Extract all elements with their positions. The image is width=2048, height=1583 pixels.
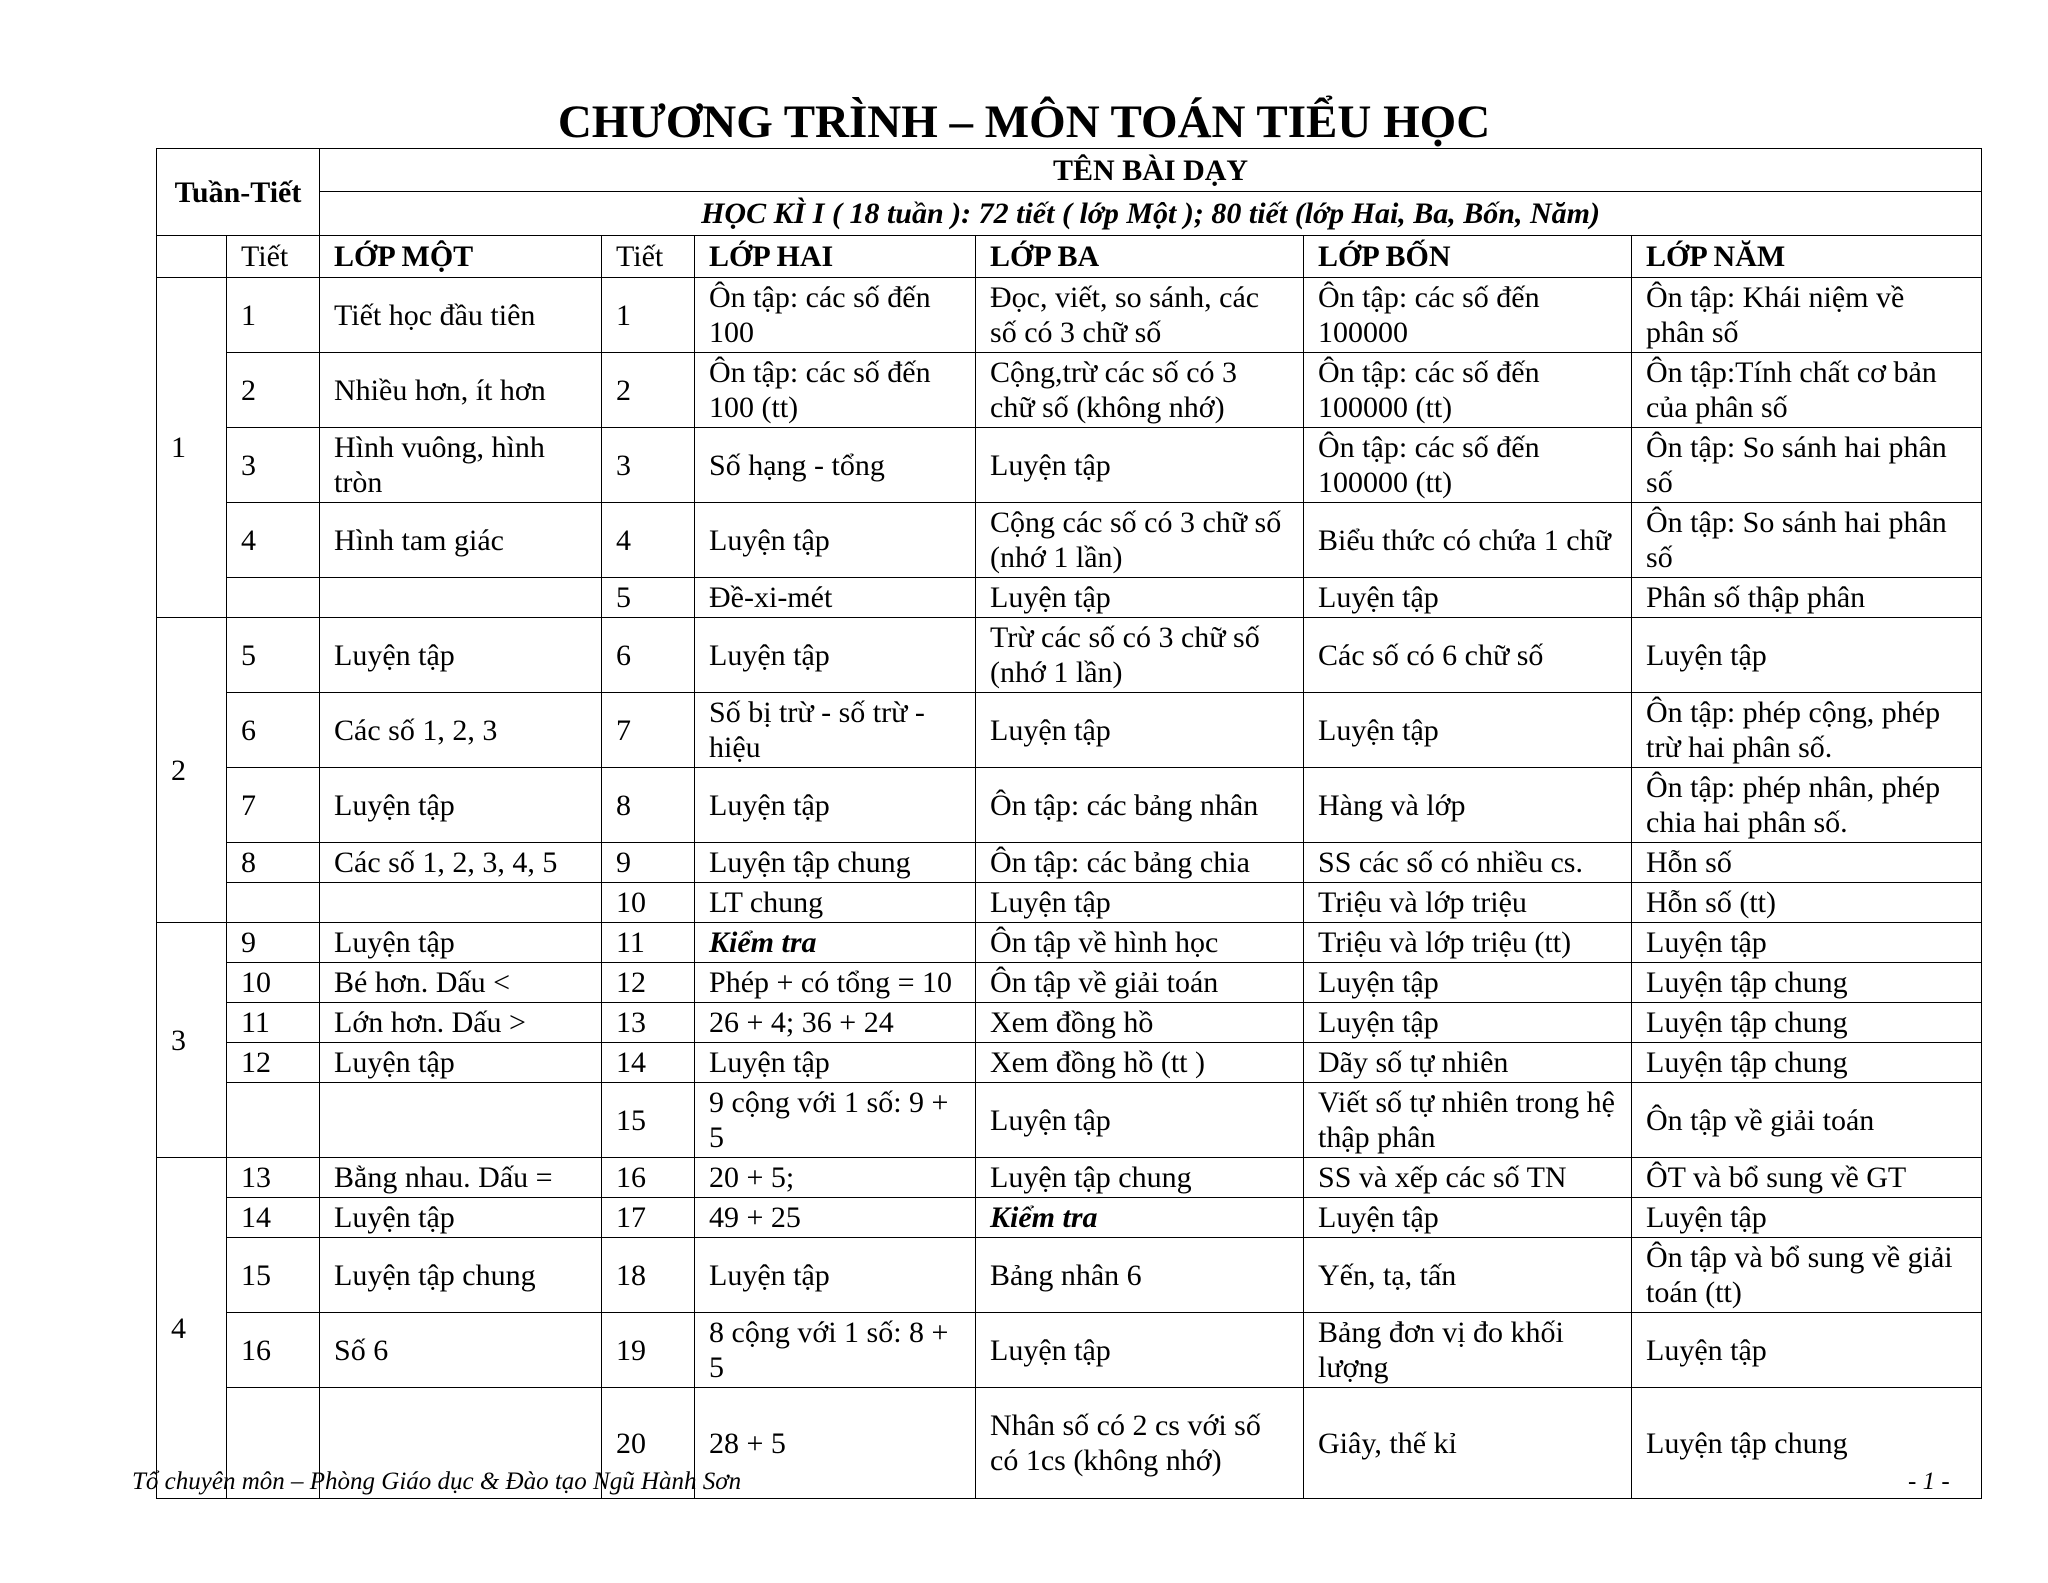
lesson-title-grade-5: Hỗn số (tt) — [1632, 883, 1982, 923]
lesson-title-grade-1: Tiết học đầu tiên — [320, 278, 602, 353]
table-row — [157, 843, 1982, 883]
table-row — [157, 278, 1982, 353]
lesson-title-grade-1: Luyện tập — [320, 923, 602, 963]
table-row — [157, 1083, 1982, 1158]
lesson-title-grade-4: Biểu thức có chứa 1 chữ — [1304, 503, 1632, 578]
lesson-number-grade-1: 2 — [227, 353, 320, 428]
lesson-number-grade-1: 11 — [227, 1003, 320, 1043]
lesson-title-grade-1: Hình tam giác — [320, 503, 602, 578]
document-title: CHƯƠNG TRÌNH – MÔN TOÁN TIỂU HỌC — [557, 96, 1491, 148]
lesson-title-grade-3: Xem đồng hồ (tt ) — [976, 1043, 1304, 1083]
lesson-number-grade-1: 3 — [227, 428, 320, 503]
lesson-number-grade-1: 9 — [227, 923, 320, 963]
lesson-title-grade-1: Các số 1, 2, 3, 4, 5 — [320, 843, 602, 883]
lesson-title-grade-4: Luyện tập — [1304, 1003, 1632, 1043]
lesson-number-grade-2: 18 — [602, 1238, 695, 1313]
lesson-title-grade-5: Luyện tập — [1632, 1313, 1982, 1388]
header-blank — [157, 236, 227, 278]
header-tiet-2: Tiết — [602, 236, 695, 278]
lesson-number-grade-2: 5 — [602, 578, 695, 618]
lesson-title-grade-2: 26 + 4; 36 + 24 — [695, 1003, 976, 1043]
header-grade-3: LỚP BA — [976, 236, 1304, 278]
lesson-number-grade-2: 10 — [602, 883, 695, 923]
lesson-title-grade-2: Luyện tập chung — [695, 843, 976, 883]
lesson-title-grade-4: Ôn tập: các số đến 100000 (tt) — [1304, 353, 1632, 428]
lesson-number-grade-1: 5 — [227, 618, 320, 693]
lesson-title-grade-1: Bằng nhau. Dấu = — [320, 1158, 602, 1198]
lesson-number-grade-2: 13 — [602, 1003, 695, 1043]
lesson-title-grade-5: ÔT và bổ sung về GT — [1632, 1158, 1982, 1198]
lesson-title-grade-5: Ôn tập: So sánh hai phân số — [1632, 428, 1982, 503]
lesson-title-grade-5: Ôn tập về giải toán — [1632, 1083, 1982, 1158]
lesson-title-grade-5: Phân số thập phân — [1632, 578, 1982, 618]
lesson-title-grade-5: Luyện tập — [1632, 618, 1982, 693]
table-row — [157, 578, 1982, 618]
header-grade-1: LỚP MỘT — [320, 236, 602, 278]
lesson-number-grade-2: 20 — [602, 1388, 695, 1499]
lesson-title-grade-3: Kiểm tra — [976, 1198, 1304, 1238]
lesson-title-grade-2: 28 + 5 — [695, 1388, 976, 1499]
lesson-title-grade-1: Hình vuông, hình tròn — [320, 428, 602, 503]
lesson-number-grade-1: 7 — [227, 768, 320, 843]
table-row — [157, 693, 1982, 768]
lesson-number-grade-1: 14 — [227, 1198, 320, 1238]
table-row — [157, 503, 1982, 578]
header-tiet-1: Tiết — [227, 236, 320, 278]
lesson-title-grade-1: Luyện tập — [320, 1198, 602, 1238]
week-number: 2 — [157, 618, 227, 923]
lesson-number-grade-2: 8 — [602, 768, 695, 843]
lesson-title-grade-3: Ôn tập: các bảng nhân — [976, 768, 1304, 843]
week-number: 3 — [157, 923, 227, 1158]
table-row — [157, 353, 1982, 428]
lesson-title-grade-4: SS các số có nhiều cs. — [1304, 843, 1632, 883]
lesson-number-grade-2: 9 — [602, 843, 695, 883]
lesson-title-grade-2: 49 + 25 — [695, 1198, 976, 1238]
lesson-title-grade-3: Ôn tập về giải toán — [976, 963, 1304, 1003]
lesson-title-grade-5: Hỗn số — [1632, 843, 1982, 883]
table-row — [157, 1003, 1982, 1043]
lesson-title-grade-2: Đề-xi-mét — [695, 578, 976, 618]
lesson-title-grade-5: Luyện tập — [1632, 923, 1982, 963]
header-grade-5: LỚP NĂM — [1632, 236, 1982, 278]
lesson-title-grade-2: 9 cộng với 1 số: 9 + 5 — [695, 1083, 976, 1158]
lesson-number-grade-1: 16 — [227, 1313, 320, 1388]
lesson-title-grade-2: Ôn tập: các số đến 100 — [695, 278, 976, 353]
lesson-number-grade-2: 19 — [602, 1313, 695, 1388]
lesson-title-grade-4: Bảng đơn vị đo khối lượng — [1304, 1313, 1632, 1388]
week-number: 1 — [157, 278, 227, 618]
lesson-title-grade-2: Ôn tập: các số đến 100 (tt) — [695, 353, 976, 428]
lesson-number-grade-1: 10 — [227, 963, 320, 1003]
header-grade-2: LỚP HAI — [695, 236, 976, 278]
lesson-title-grade-2: Số hạng - tổng — [695, 428, 976, 503]
lesson-number-grade-1 — [227, 1083, 320, 1158]
lesson-title-grade-3: Luyện tập — [976, 578, 1304, 618]
lesson-title-grade-1 — [320, 578, 602, 618]
lesson-title-grade-4: Hàng và lớp — [1304, 768, 1632, 843]
lesson-title-grade-1: Bé hơn. Dấu < — [320, 963, 602, 1003]
lesson-title-grade-1: Nhiều hơn, ít hơn — [320, 353, 602, 428]
lesson-number-grade-2: 17 — [602, 1198, 695, 1238]
lesson-number-grade-2: 4 — [602, 503, 695, 578]
lesson-title-grade-4: Viết số tự nhiên trong hệ thập phân — [1304, 1083, 1632, 1158]
lesson-title-grade-2: LT chung — [695, 883, 976, 923]
lesson-number-grade-1: 4 — [227, 503, 320, 578]
lesson-number-grade-2: 16 — [602, 1158, 695, 1198]
lesson-number-grade-2: 15 — [602, 1083, 695, 1158]
lesson-title-grade-2: Luyện tập — [695, 1043, 976, 1083]
lesson-number-grade-2: 12 — [602, 963, 695, 1003]
lesson-number-grade-1: 8 — [227, 843, 320, 883]
lesson-number-grade-1: 6 — [227, 693, 320, 768]
table-row — [157, 428, 1982, 503]
lesson-title-grade-3: Luyện tập — [976, 693, 1304, 768]
lesson-title-grade-5: Ôn tập:Tính chất cơ bản của phân số — [1632, 353, 1982, 428]
lesson-number-grade-1 — [227, 883, 320, 923]
lesson-number-grade-2: 3 — [602, 428, 695, 503]
lesson-title-grade-3: Đọc, viết, so sánh, các số có 3 chữ số — [976, 278, 1304, 353]
lesson-title-grade-3: Luyện tập — [976, 428, 1304, 503]
lesson-title-grade-4: Luyện tập — [1304, 693, 1632, 768]
lesson-number-grade-1 — [227, 578, 320, 618]
lesson-title-grade-5: Luyện tập chung — [1632, 1043, 1982, 1083]
lesson-title-grade-5: Luyện tập — [1632, 1198, 1982, 1238]
table-row — [157, 618, 1982, 693]
lesson-title-grade-4: SS và xếp các số TN — [1304, 1158, 1632, 1198]
lesson-title-grade-3: Nhân số có 2 cs với số có 1cs (không nhớ) — [976, 1388, 1304, 1499]
lesson-title-grade-5: Ôn tập: phép nhân, phép chia hai phân số. — [1632, 768, 1982, 843]
lesson-title-grade-3: Luyện tập — [976, 883, 1304, 923]
lesson-title-grade-3: Ôn tập về hình học — [976, 923, 1304, 963]
lesson-title-grade-1: Lớn hơn. Dấu > — [320, 1003, 602, 1043]
lesson-title-grade-5: Ôn tập: Khái niệm về phân số — [1632, 278, 1982, 353]
lesson-title-grade-3: Ôn tập: các bảng chia — [976, 843, 1304, 883]
lesson-title-grade-4: Dãy số tự nhiên — [1304, 1043, 1632, 1083]
lesson-title-grade-4: Triệu và lớp triệu (tt) — [1304, 923, 1632, 963]
lesson-title-grade-4: Các số có 6 chữ số — [1304, 618, 1632, 693]
footer-organization: Tổ chuyên môn – Phòng Giáo dục & Đào tạo Ngũ Hành Sơn — [132, 1468, 742, 1495]
lesson-title-grade-1: Luyện tập — [320, 768, 602, 843]
curriculum-table — [156, 148, 1982, 1499]
table-row — [157, 1313, 1982, 1388]
header-week-lesson: Tuần-Tiết — [157, 149, 320, 236]
table-row — [157, 883, 1982, 923]
table-row — [157, 923, 1982, 963]
lesson-title-grade-2: Kiểm tra — [695, 923, 976, 963]
lesson-title-grade-1: Luyện tập chung — [320, 1238, 602, 1313]
lesson-title-grade-2: Luyện tập — [695, 1238, 976, 1313]
lesson-number-grade-2: 1 — [602, 278, 695, 353]
lesson-title-grade-3: Trừ các số có 3 chữ số (nhớ 1 lần) — [976, 618, 1304, 693]
lesson-number-grade-2: 7 — [602, 693, 695, 768]
lesson-title-grade-4: Yến, tạ, tấn — [1304, 1238, 1632, 1313]
lesson-number-grade-2: 11 — [602, 923, 695, 963]
lesson-title-grade-4: Luyện tập — [1304, 963, 1632, 1003]
lesson-title-grade-5: Luyện tập chung — [1632, 1388, 1982, 1499]
lesson-title-grade-1: Các số 1, 2, 3 — [320, 693, 602, 768]
table-row — [157, 1158, 1982, 1198]
lesson-title-grade-4: Luyện tập — [1304, 1198, 1632, 1238]
lesson-title-grade-1 — [320, 883, 602, 923]
lesson-title-grade-2: Luyện tập — [695, 768, 976, 843]
lesson-title-grade-2: Luyện tập — [695, 503, 976, 578]
lesson-title-grade-4: Ôn tập: các số đến 100000 — [1304, 278, 1632, 353]
footer-page-number: - 1 - — [1908, 1468, 1950, 1495]
lesson-number-grade-1: 12 — [227, 1043, 320, 1083]
header-lesson-title: TÊN BÀI DẠY — [320, 149, 1982, 192]
lesson-title-grade-3: Bảng nhân 6 — [976, 1238, 1304, 1313]
table-row — [157, 768, 1982, 843]
lesson-title-grade-2: 20 + 5; — [695, 1158, 976, 1198]
lesson-title-grade-3: Luyện tập — [976, 1083, 1304, 1158]
lesson-title-grade-1: Luyện tập — [320, 1043, 602, 1083]
lesson-title-grade-3: Luyện tập chung — [976, 1158, 1304, 1198]
lesson-title-grade-4: Ôn tập: các số đến 100000 (tt) — [1304, 428, 1632, 503]
lesson-number-grade-2: 6 — [602, 618, 695, 693]
lesson-number-grade-1: 1 — [227, 278, 320, 353]
table-row — [157, 1198, 1982, 1238]
lesson-title-grade-5: Luyện tập chung — [1632, 963, 1982, 1003]
header-grade-4: LỚP BỐN — [1304, 236, 1632, 278]
lesson-title-grade-2: Số bị trừ - số trừ - hiệu — [695, 693, 976, 768]
lesson-number-grade-2: 14 — [602, 1043, 695, 1083]
lesson-title-grade-4: Triệu và lớp triệu — [1304, 883, 1632, 923]
lesson-number-grade-2: 2 — [602, 353, 695, 428]
week-number: 4 — [157, 1158, 227, 1499]
lesson-title-grade-2: 8 cộng với 1 số: 8 + 5 — [695, 1313, 976, 1388]
lesson-title-grade-5: Luyện tập chung — [1632, 1003, 1982, 1043]
table-row — [157, 963, 1982, 1003]
lesson-number-grade-1: 13 — [227, 1158, 320, 1198]
lesson-title-grade-1: Số 6 — [320, 1313, 602, 1388]
lesson-title-grade-1: Luyện tập — [320, 618, 602, 693]
lesson-title-grade-3: Cộng,trừ các số có 3 chữ số (không nhớ) — [976, 353, 1304, 428]
lesson-title-grade-1 — [320, 1083, 602, 1158]
lesson-title-grade-5: Ôn tập và bổ sung về giải toán (tt) — [1632, 1238, 1982, 1313]
lesson-title-grade-3: Xem đồng hồ — [976, 1003, 1304, 1043]
lesson-title-grade-2: Luyện tập — [695, 618, 976, 693]
lesson-title-grade-4: Giây, thế kỉ — [1304, 1388, 1632, 1499]
table-row — [157, 1238, 1982, 1313]
lesson-title-grade-2: Phép + có tổng = 10 — [695, 963, 976, 1003]
header-semester: HỌC KÌ I ( 18 tuần ): 72 tiết ( lớp Một ); 80 tiết (lớp Hai, Ba, Bốn, Năm) — [320, 192, 1982, 236]
lesson-title-grade-4: Luyện tập — [1304, 578, 1632, 618]
table-row — [157, 1043, 1982, 1083]
lesson-title-grade-3: Cộng các số có 3 chữ số (nhớ 1 lần) — [976, 503, 1304, 578]
lesson-title-grade-5: Ôn tập: phép cộng, phép trừ hai phân số. — [1632, 693, 1982, 768]
lesson-number-grade-1: 15 — [227, 1238, 320, 1313]
lesson-title-grade-3: Luyện tập — [976, 1313, 1304, 1388]
lesson-title-grade-5: Ôn tập: So sánh hai phân số — [1632, 503, 1982, 578]
